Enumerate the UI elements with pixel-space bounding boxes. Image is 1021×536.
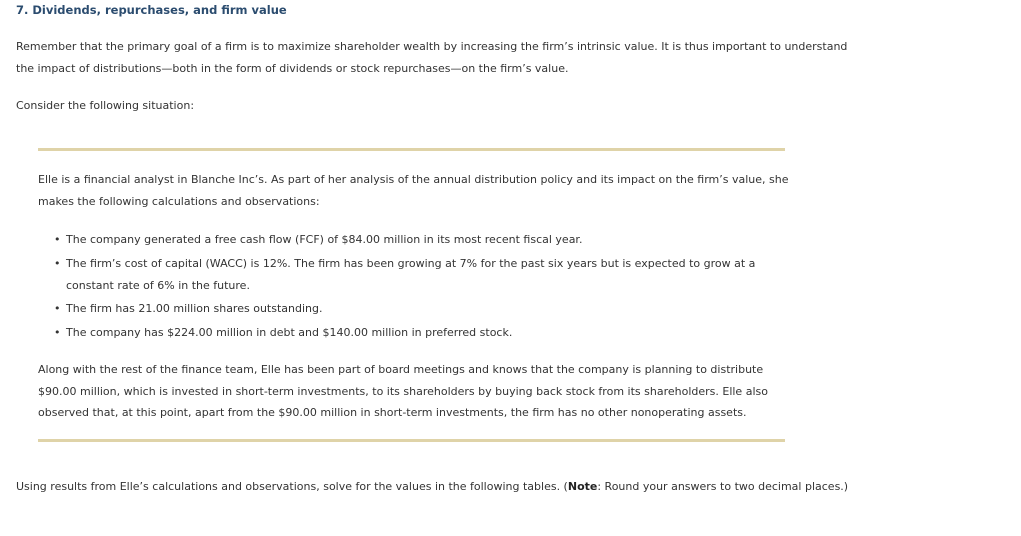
question-heading: 7. Dividends, repurchases, and firm value [16,3,287,17]
consider-paragraph: Consider the following situation: [16,99,195,112]
note-label: Note [567,480,598,493]
list-item [52,298,792,320]
bullet-icon: • [54,233,61,246]
bullet-icon: • [54,302,61,315]
bullet-icon: • [54,325,61,339]
observations-list [52,229,792,345]
scenario-closing-paragraph: Along with the rest of the finance team, Elle has been part of board meetings and knows that the company is planning to distribute $90.00 million, which is invested in short-term investments, to its shareholders by buying back stock from its shareholders. Elle also observed that, at this point, apart from the $90.00 million in short-term investments, the firm has no other nonoperating assets. [38,363,768,419]
instruction-text-end: : Round your answers to two decimal places.) [597,480,849,493]
scenario-top-rule [38,148,785,151]
list-item-text: The company generated a free cash flow (FCF) of $84.00 million in its most recent fiscal year. [66,233,583,246]
intro-paragraph: Remember that the primary goal of a firm is to maximize shareholder wealth by increasing the firm’s intrinsic value. It is thus important to understand the impact of distributions—both in the form of dividends or stock repurchases—on the firm’s value. [16,40,848,75]
bullet-icon: • [54,256,61,270]
list-item [52,253,792,297]
scenario-bottom-rule [38,439,785,442]
list-item [52,229,792,251]
instruction-text: Using results from Elle’s calculations and observations, solve for the values in the following tables. ( [16,480,568,493]
list-item-text: The firm’s cost of capital (WACC) is 12%. The firm has been growing at 7% for the past six years but is expected to grow at a constant rate of 6% in the future. [66,256,756,292]
list-item-text: The firm has 21.00 million shares outstanding. [66,302,323,315]
scenario-intro-paragraph: Elle is a financial analyst in Blanche Inc’s. As part of her analysis of the annual distribution policy and its impact on the firm’s value, she makes the following calculations and observations: [38,173,789,208]
list-item [52,322,792,344]
instruction-paragraph [16,476,856,498]
list-item-text: The company has $224.00 million in debt and $140.00 million in preferred stock. [66,325,513,339]
